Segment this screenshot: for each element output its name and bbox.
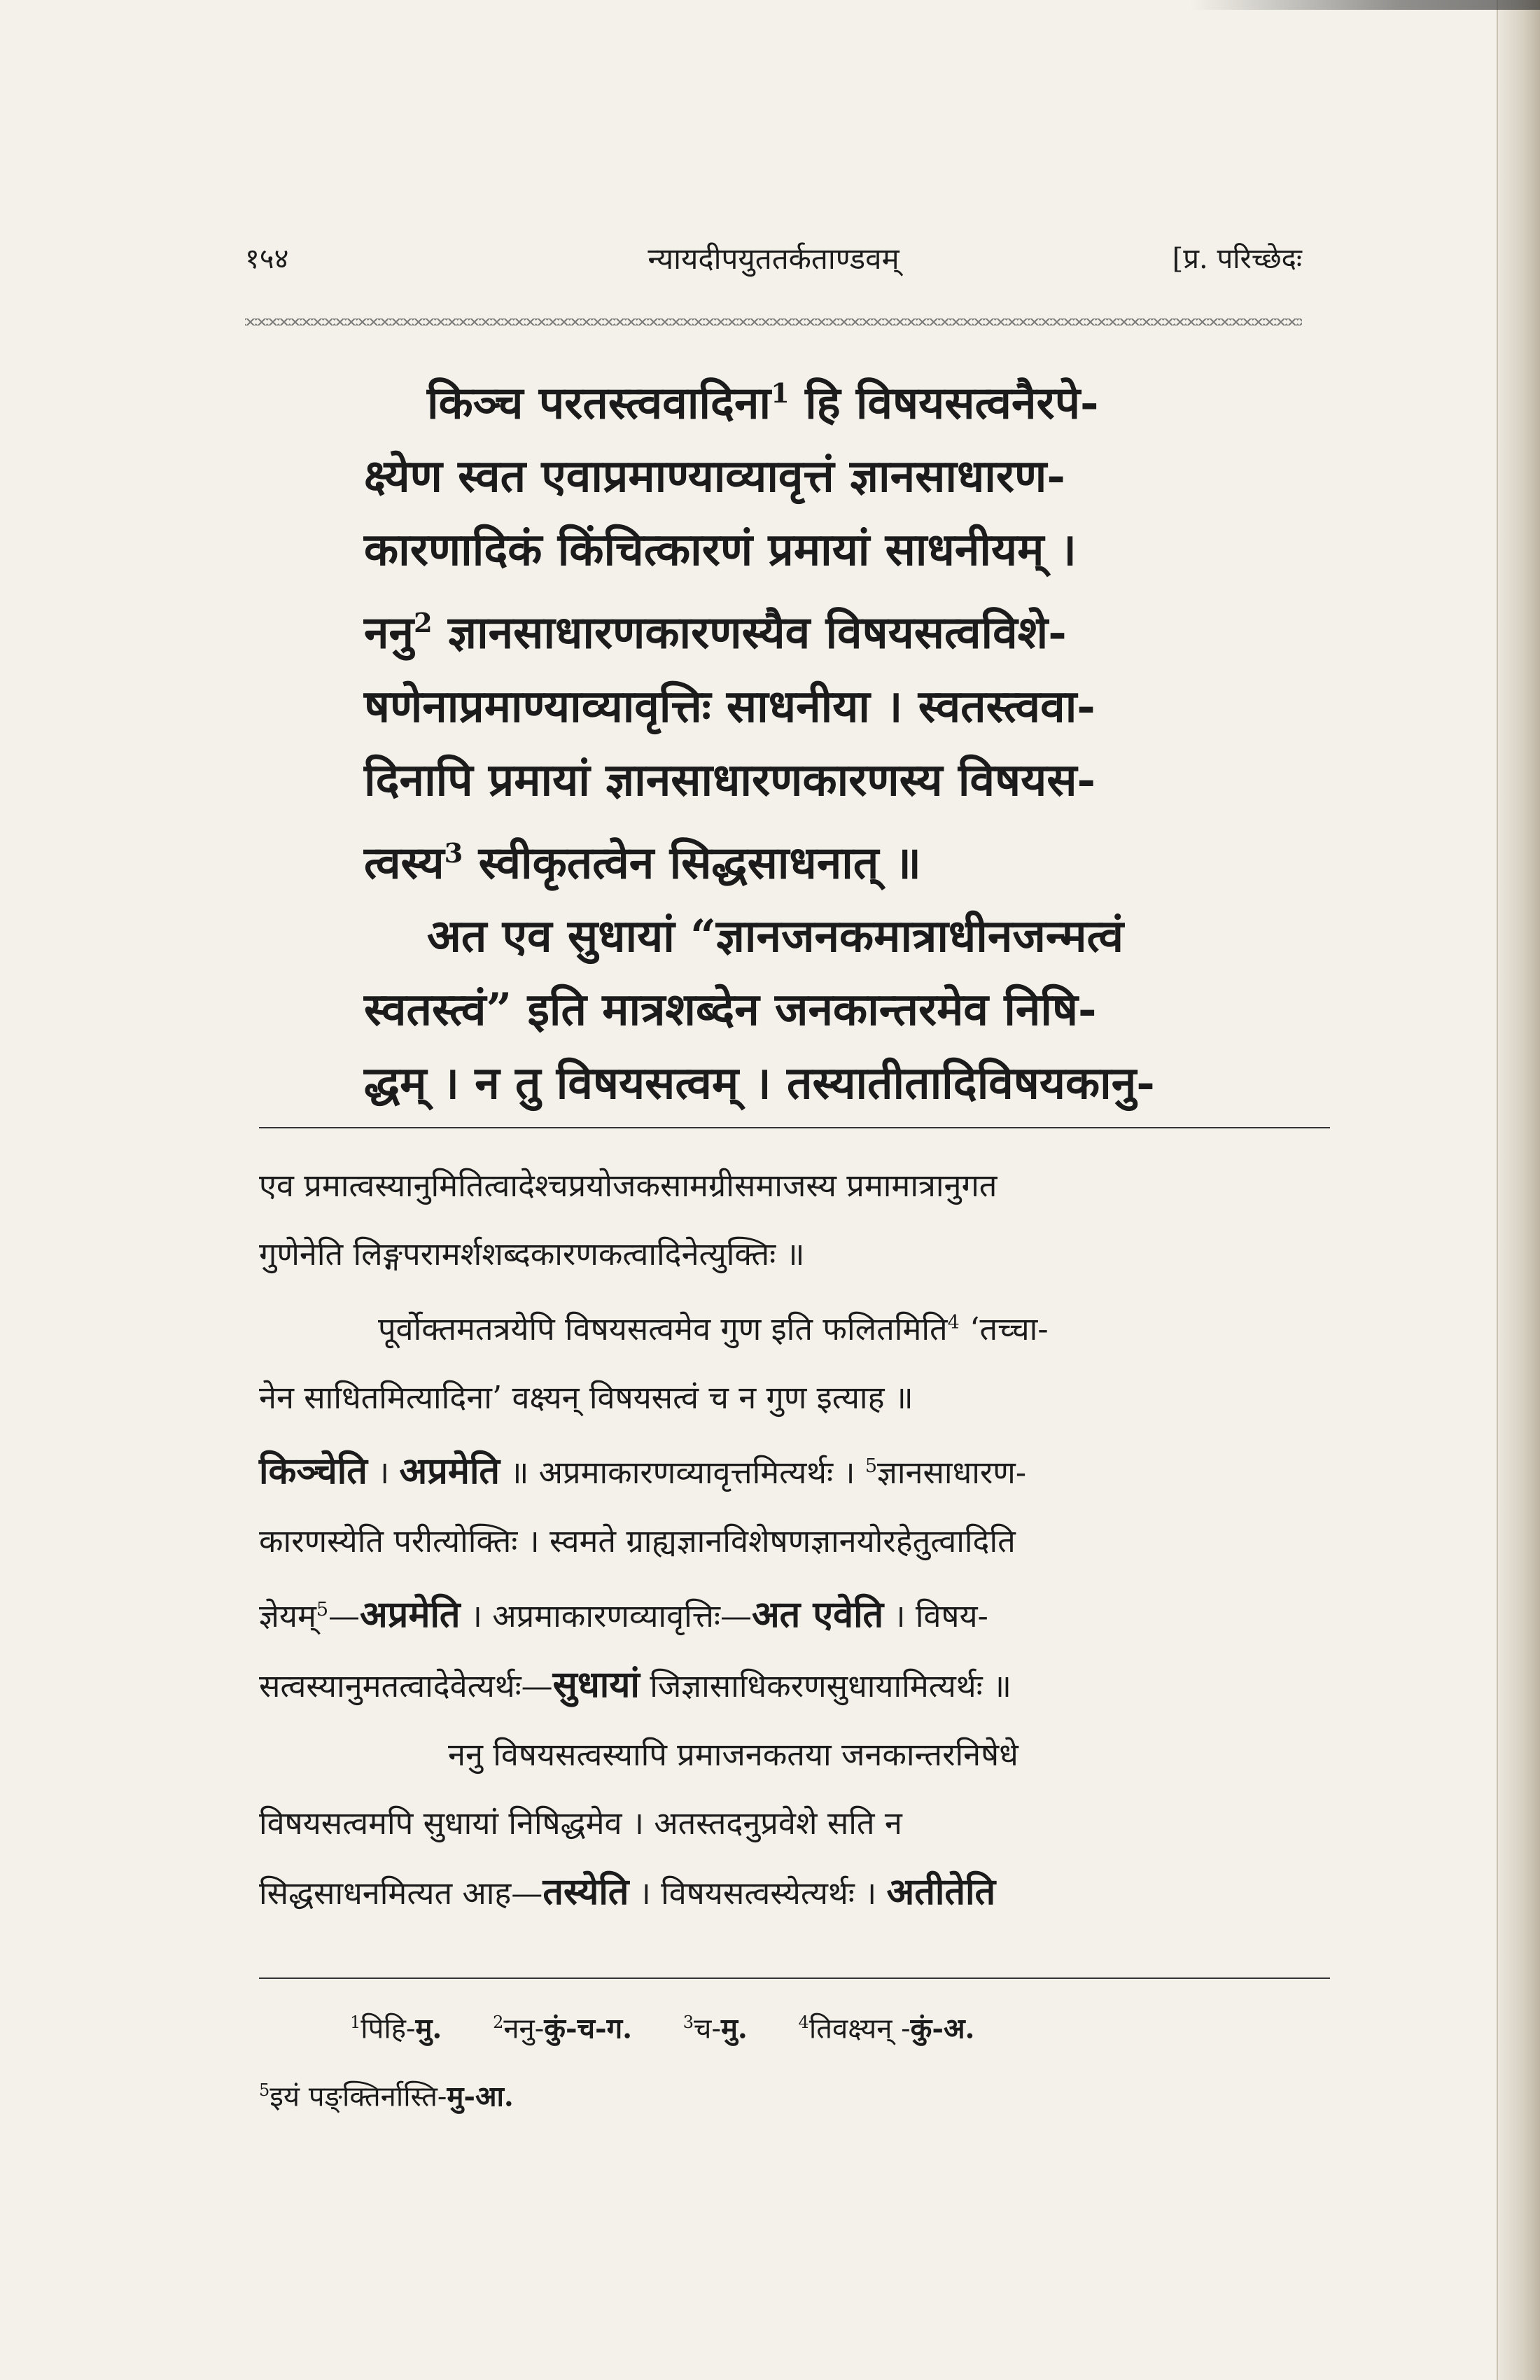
commentary-line: नेन साधितमित्यादिना’ वक्ष्यन् विषयसत्वं च न गुण इत्याह ॥ bbox=[259, 1379, 913, 1416]
main-line: षणेनाप्रमाण्याव्यावृत्तिः साधनीया । स्वतस्त्ववा- bbox=[364, 680, 1096, 733]
commentary-line: सिद्धसाधनमित्यत आह—तस्येति । विषयसत्वस्येत्यर्थः । अतीतेति bbox=[259, 1870, 996, 1913]
footnote: $^1$पिहि-मु. bbox=[350, 2012, 442, 2045]
commentary-line: एव प्रमात्वस्यानुमितित्वादेश्चप्रयोजकसामग्रीसमाजस्य प्रमामात्रानुगत bbox=[259, 1167, 997, 1204]
scan-shadow bbox=[1190, 0, 1540, 10]
footnote: $^4$तिवक्ष्यन् -कुं-अ. bbox=[798, 2012, 975, 2045]
main-line: कारणादिकं किंचित्कारणं प्रमायां साधनीयम् । bbox=[364, 524, 1077, 577]
footnote-line bbox=[259, 1991, 1330, 2059]
footnotes bbox=[259, 1991, 1330, 2128]
main-line: ननु$^2$ ज्ञानसाधारणकारणस्यैव विषयसत्वविशे- bbox=[364, 606, 1067, 659]
footnote: $^2$ननु-कुं-च-ग. bbox=[493, 2012, 633, 2045]
commentary-block bbox=[259, 1152, 1330, 1928]
commentary-line: पूर्वोक्तमतत्रयेपि विषयसत्वमेव गुण इति फलितमिति$^4$ ‘तच्चा- bbox=[378, 1310, 1049, 1348]
footnote: $^3$च-मु. bbox=[682, 2012, 748, 2045]
main-line: अत एव सुधायां “ज्ञानजनकमात्राधीनजन्मत्वं bbox=[427, 909, 1124, 962]
footnote-line: $^5$इयं पङ्क्तिर्नास्ति-मु-आ. bbox=[259, 2080, 514, 2113]
footnote-rule bbox=[259, 1977, 1330, 1979]
main-line: त्वस्य$^3$ स्वीकृतत्वेन सिद्धसाधनात् ॥ bbox=[364, 836, 921, 889]
commentary-line: किञ्चेति । अप्रमेति ॥ अप्रमाकारणव्यावृत्तमित्यर्थः । $^5$ज्ञानसाधारण- bbox=[259, 1450, 1027, 1492]
page-edge bbox=[1497, 0, 1540, 2380]
commentary-line: ज्ञेयम्$^5$—अप्रमेति । अप्रमाकारणव्यावृत्तिः—अत एवेति । विषय- bbox=[259, 1593, 988, 1636]
main-line: दिनापि प्रमायां ज्ञानसाधारणकारणस्य विषयस- bbox=[364, 753, 1096, 806]
text-commentary-divider bbox=[259, 1127, 1330, 1128]
page-header bbox=[245, 238, 1302, 287]
header-rule bbox=[245, 318, 1302, 326]
commentary-line: विषयसत्वमपि सुधायां निषिद्धमेव । अतस्तदनुप्रवेशे सति न bbox=[259, 1805, 902, 1842]
running-title: न्यायदीपयुततर्कताण्डवम् bbox=[648, 241, 899, 276]
main-text-block bbox=[364, 357, 1236, 1120]
commentary-line: गुणेनेति लिङ्गपरामर्शशब्दकारणकत्वादिनेत्युक्तिः ॥ bbox=[259, 1236, 805, 1273]
section-label: [प्र. परिच्छेदः bbox=[1172, 243, 1302, 275]
main-line: द्धम् । न तु विषयसत्वम् । तस्यातीतादिविषयकानु- bbox=[364, 1056, 1155, 1110]
commentary-line: कारणस्येति परीत्योक्तिः । स्वमते ग्राह्यज्ञानविशेषणज्ञानयोरहेतुत्वादिति bbox=[259, 1522, 1016, 1560]
main-line: किञ्च परतस्त्ववादिना$^1$ हि विषयसत्वनैरपे- bbox=[427, 377, 1099, 430]
page-number: १५४ bbox=[245, 243, 289, 275]
main-line: क्ष्येण स्वत एवाप्रमाण्याव्यावृत्तं ज्ञानसाधारण- bbox=[364, 450, 1065, 503]
commentary-line: ननु विषयसत्वस्यापि प्रमाजनकतया जनकान्तरनिषेधे bbox=[448, 1736, 1018, 1773]
commentary-line: सत्वस्यानुमतत्वादेवेत्यर्थः—सुधायां जिज्ञासाधिकरणसुधायामित्यर्थः ॥ bbox=[259, 1663, 1011, 1706]
main-line: स्वतस्त्वं” इति मात्रशब्देन जनकान्तरमेव निषि- bbox=[364, 983, 1097, 1036]
